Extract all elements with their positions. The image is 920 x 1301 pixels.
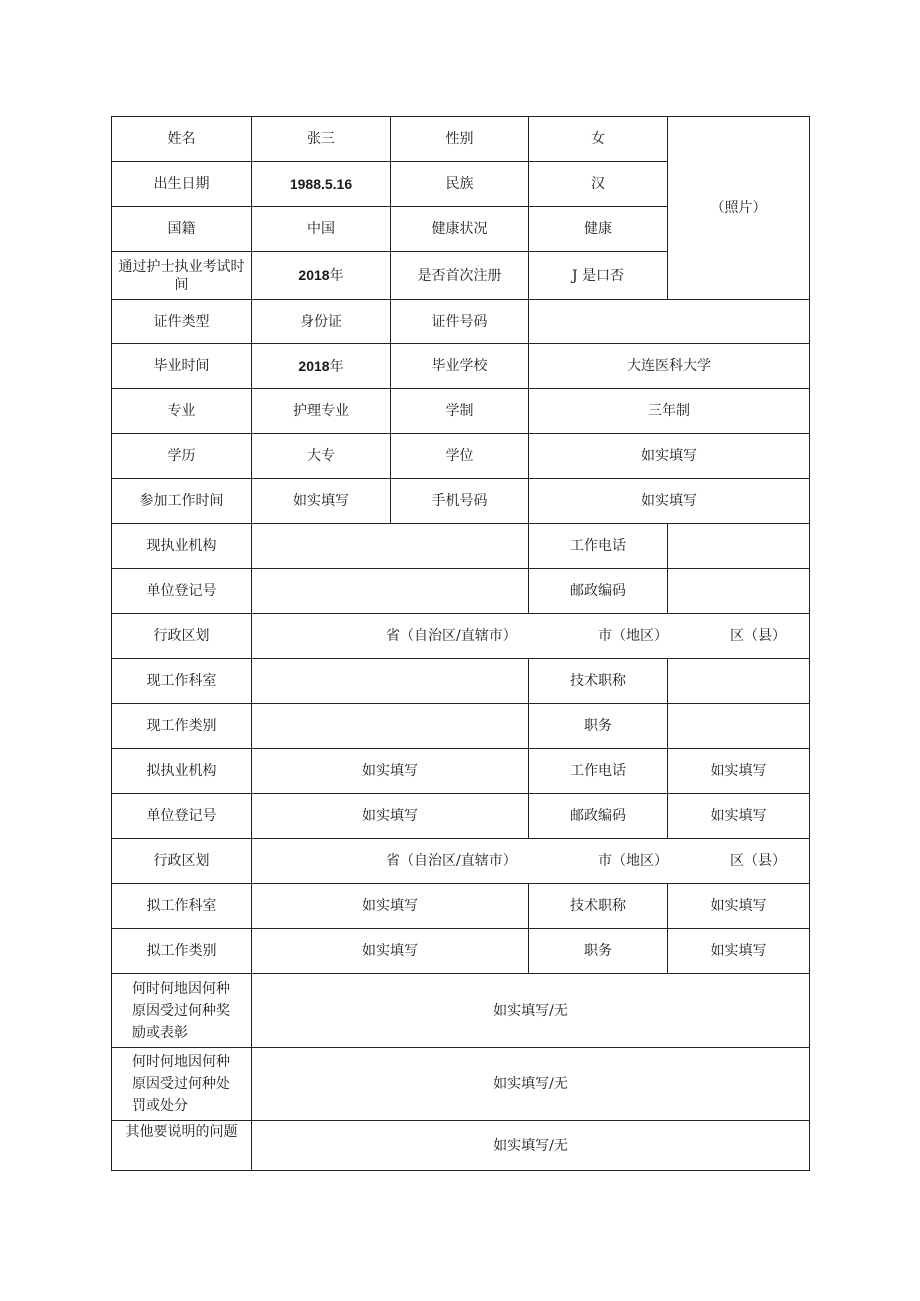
planned-zip-label: 邮政编码 bbox=[529, 794, 668, 839]
current-duty-label: 职务 bbox=[529, 704, 668, 749]
current-duty-field[interactable] bbox=[668, 704, 810, 749]
current-category-label: 现工作类别 bbox=[112, 704, 252, 749]
current-reg-no-field[interactable] bbox=[252, 569, 529, 614]
current-phone-field[interactable] bbox=[668, 524, 810, 569]
current-region-city: 市（地区） bbox=[598, 628, 668, 644]
degree-field[interactable]: 如实填写 bbox=[529, 434, 810, 479]
current-region-field[interactable] bbox=[252, 614, 810, 659]
health-field[interactable]: 健康 bbox=[529, 207, 668, 252]
planned-org-label: 拟执业机构 bbox=[112, 749, 252, 794]
penalties-field[interactable]: 如实填写/无 bbox=[252, 1048, 810, 1121]
other-notes-field[interactable]: 如实填写/无 bbox=[252, 1121, 810, 1171]
planned-duty-field[interactable]: 如实填写 bbox=[668, 929, 810, 974]
planned-reg-no-label: 单位登记号 bbox=[112, 794, 252, 839]
mobile-field[interactable]: 如实填写 bbox=[529, 479, 810, 524]
ethnicity-field[interactable]: 汉 bbox=[529, 162, 668, 207]
current-region-county: 区（县） bbox=[730, 628, 786, 644]
planned-zip-field[interactable]: 如实填写 bbox=[668, 794, 810, 839]
planned-region-county: 区（县） bbox=[730, 853, 786, 869]
current-dept-field[interactable] bbox=[252, 659, 529, 704]
planned-phone-field[interactable]: 如实填写 bbox=[668, 749, 810, 794]
planned-region-field[interactable] bbox=[252, 839, 810, 884]
planned-region-label: 行政区划 bbox=[112, 839, 252, 884]
awards-label: 何时何地因何种原因受过何种奖励或表彰 bbox=[112, 974, 252, 1048]
id-number-label: 证件号码 bbox=[391, 300, 529, 344]
work-start-field[interactable]: 如实填写 bbox=[252, 479, 391, 524]
birth-date-field[interactable]: 1988.5.16 bbox=[252, 162, 391, 207]
exam-year-value: 2018 bbox=[298, 267, 330, 283]
name-field[interactable]: 张三 bbox=[252, 117, 391, 162]
planned-phone-label: 工作电话 bbox=[529, 749, 668, 794]
nurse-registration-form bbox=[111, 116, 810, 1171]
exam-time-field[interactable] bbox=[252, 252, 391, 300]
nationality-field[interactable]: 中国 bbox=[252, 207, 391, 252]
education-level-label: 学历 bbox=[112, 434, 252, 479]
planned-org-field[interactable]: 如实填写 bbox=[252, 749, 529, 794]
graduation-year-value: 2018 bbox=[298, 357, 330, 374]
current-category-field[interactable] bbox=[252, 704, 529, 749]
nationality-label: 国籍 bbox=[112, 207, 252, 252]
first-registration-field[interactable]: J 是口否 bbox=[529, 252, 668, 300]
penalties-label: 何时何地因何种原因受过何种处罚或处分 bbox=[112, 1048, 252, 1121]
first-registration-label: 是否首次注册 bbox=[391, 252, 529, 300]
planned-duty-label: 职务 bbox=[529, 929, 668, 974]
school-label: 毕业学校 bbox=[391, 344, 529, 389]
current-reg-no-label: 单位登记号 bbox=[112, 569, 252, 614]
id-number-field[interactable] bbox=[529, 300, 810, 344]
awards-field[interactable]: 如实填写/无 bbox=[252, 974, 810, 1048]
program-length-field[interactable]: 三年制 bbox=[529, 389, 810, 434]
current-region-province: 省（自治区/直辖市） bbox=[386, 628, 517, 644]
school-field[interactable]: 大连医科大学 bbox=[529, 344, 810, 389]
other-notes-label: 其他要说明的问题 bbox=[112, 1121, 252, 1171]
id-type-field[interactable]: 身份证 bbox=[252, 300, 391, 344]
planned-title-label: 技术职称 bbox=[529, 884, 668, 929]
exam-time-label: 通过护士执业考试时间 bbox=[112, 252, 252, 300]
planned-dept-label: 拟工作科室 bbox=[112, 884, 252, 929]
work-start-label: 参加工作时间 bbox=[112, 479, 252, 524]
planned-reg-no-field[interactable]: 如实填写 bbox=[252, 794, 529, 839]
current-title-label: 技术职称 bbox=[529, 659, 668, 704]
gender-field[interactable]: 女 bbox=[529, 117, 668, 162]
health-label: 健康状况 bbox=[391, 207, 529, 252]
major-field[interactable]: 护理专业 bbox=[252, 389, 391, 434]
planned-category-field[interactable]: 如实填写 bbox=[252, 929, 529, 974]
graduation-time-field[interactable] bbox=[252, 344, 391, 389]
current-title-field[interactable] bbox=[668, 659, 810, 704]
planned-dept-field[interactable]: 如实填写 bbox=[252, 884, 529, 929]
exam-year-unit: 年 bbox=[329, 268, 344, 284]
planned-category-label: 拟工作类别 bbox=[112, 929, 252, 974]
current-org-field[interactable] bbox=[252, 524, 529, 569]
gender-label: 性别 bbox=[391, 117, 529, 162]
current-phone-label: 工作电话 bbox=[529, 524, 668, 569]
major-label: 专业 bbox=[112, 389, 252, 434]
planned-region-city: 市（地区） bbox=[598, 853, 668, 869]
planned-title-field[interactable]: 如实填写 bbox=[668, 884, 810, 929]
id-type-label: 证件类型 bbox=[112, 300, 252, 344]
current-region-label: 行政区划 bbox=[112, 614, 252, 659]
degree-label: 学位 bbox=[391, 434, 529, 479]
graduation-time-label: 毕业时间 bbox=[112, 344, 252, 389]
education-level-field[interactable]: 大专 bbox=[252, 434, 391, 479]
ethnicity-label: 民族 bbox=[391, 162, 529, 207]
name-label: 姓名 bbox=[112, 117, 252, 162]
graduation-year-unit: 年 bbox=[329, 358, 344, 375]
current-org-label: 现执业机构 bbox=[112, 524, 252, 569]
mobile-label: 手机号码 bbox=[391, 479, 529, 524]
current-zip-field[interactable] bbox=[668, 569, 810, 614]
birth-date-label: 出生日期 bbox=[112, 162, 252, 207]
planned-region-province: 省（自治区/直辖市） bbox=[386, 853, 517, 869]
program-length-label: 学制 bbox=[391, 389, 529, 434]
photo-placeholder[interactable]: （照片） bbox=[668, 117, 810, 300]
current-dept-label: 现工作科室 bbox=[112, 659, 252, 704]
current-zip-label: 邮政编码 bbox=[529, 569, 668, 614]
